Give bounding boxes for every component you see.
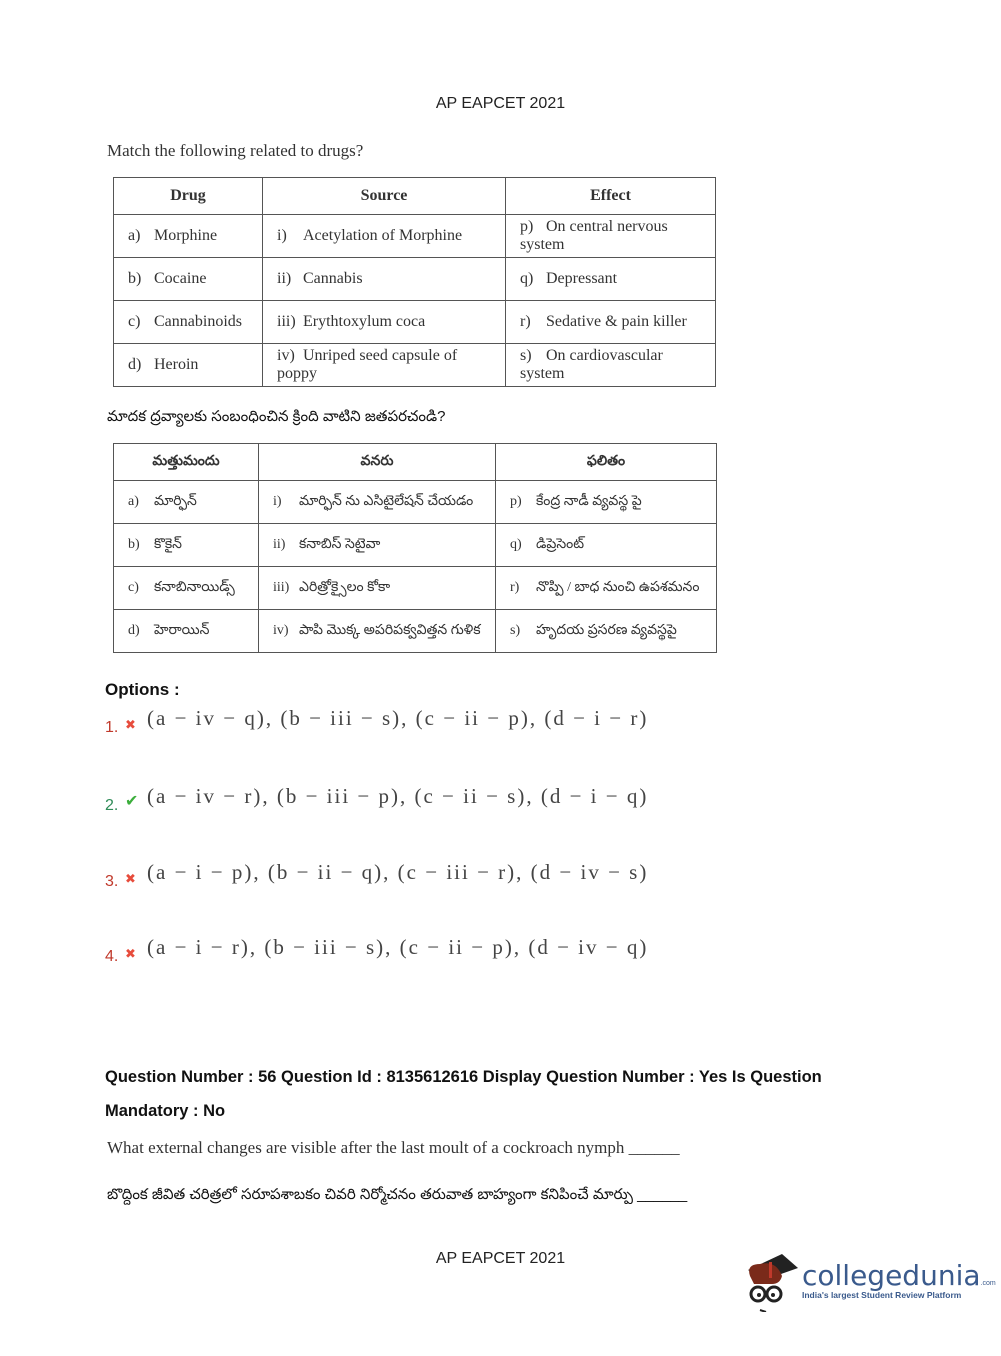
option-number: 4.	[105, 948, 119, 965]
cell: iii) ఎరిత్రోక్సైలం కోకా	[259, 567, 496, 610]
cell: ii) కనాబిస్ సెటైవా	[259, 524, 496, 567]
column-header: ఫలితం	[496, 444, 717, 481]
brand-suffix: .com	[980, 1280, 996, 1287]
column-header: వనరు	[259, 444, 496, 481]
cell: p) కేంద్ర నాడీ వ్యవస్థ పై	[496, 481, 717, 524]
match-table-telugu	[113, 443, 717, 653]
question-text-english: What external changes are visible after the last moult of a cockroach nymph ______	[107, 1138, 680, 1157]
cell: s) హృదయ ప్రసరణ వ్యవస్థపై	[496, 610, 717, 653]
table-row	[114, 610, 717, 653]
option-number: 3.	[105, 873, 119, 890]
option-4[interactable]	[105, 935, 648, 966]
cross-icon: ✖	[125, 871, 136, 886]
cell: i) Acetylation of Morphine	[263, 215, 506, 258]
cell: s) On cardiovascular system	[506, 344, 716, 387]
option-text: (a − i − r), (b − iii − s), (c − ii − p), (d − iv − q)	[147, 935, 649, 959]
cell: ii) Cannabis	[263, 258, 506, 301]
option-number: 1.	[105, 719, 119, 736]
cross-icon: ✖	[125, 717, 136, 732]
table-row	[114, 344, 716, 387]
question-prompt-english: Match the following related to drugs?	[107, 141, 364, 160]
table-header-row	[114, 444, 717, 481]
table-row	[114, 301, 716, 344]
brand-tagline: India's largest Student Review Platform	[802, 1290, 962, 1300]
option-3[interactable]	[105, 860, 648, 891]
cell: q) డిప్రెసెంట్	[496, 524, 717, 567]
question-meta-line: Mandatory : No	[105, 1102, 226, 1120]
table-row	[114, 567, 717, 610]
cell: iv) Unriped seed capsule of poppy	[263, 344, 506, 387]
table-row	[114, 481, 717, 524]
collegedunia-logo	[742, 1250, 996, 1312]
question-prompt-telugu: మాదక ద్రవ్యాలకు సంబంధించిన క్రింది వాటిని జతపరచండి?	[107, 408, 446, 425]
cell: q) Depressant	[506, 258, 716, 301]
cell: i) మార్ఫిన్ ను ఎసిటైలేషన్ చేయడం	[259, 481, 496, 524]
cell: b) కొకైన్	[114, 524, 259, 567]
cell: c) కనాబినాయిడ్స్	[114, 567, 259, 610]
question-meta-line: Question Number : 56 Question Id : 8135612616 Display Question Number : Yes Is Question	[105, 1068, 822, 1086]
cell: r) Sedative & pain killer	[506, 301, 716, 344]
option-1[interactable]	[105, 706, 648, 737]
cell: a) మార్ఫిన్	[114, 481, 259, 524]
cell: d) Heroin	[114, 344, 263, 387]
option-number: 2.	[105, 797, 119, 814]
cell: b) Cocaine	[114, 258, 263, 301]
question-meta	[105, 1060, 905, 1128]
cell: p) On central nervous system	[506, 215, 716, 258]
cross-icon: ✖	[125, 946, 136, 961]
column-header: Drug	[114, 178, 263, 215]
table-row	[114, 258, 716, 301]
mascot-icon	[742, 1250, 800, 1312]
match-table-english	[113, 177, 716, 387]
cell: iii) Erythtoxylum coca	[263, 301, 506, 344]
column-header: Effect	[506, 178, 716, 215]
option-text: (a − i − p), (b − ii − q), (c − iii − r), (d − iv − s)	[147, 860, 649, 884]
cell: r) నొప్పి / బాధ నుంచి ఉపశమనం	[496, 567, 717, 610]
brand-name: collegedunia	[802, 1259, 981, 1292]
column-header: మత్తుమందు	[114, 444, 259, 481]
option-text: (a − iv − r), (b − iii − p), (c − ii − s), (d − i − q)	[147, 784, 649, 808]
table-row	[114, 524, 717, 567]
option-2[interactable]	[105, 784, 648, 815]
options-label: Options :	[105, 680, 180, 699]
option-text: (a − iv − q), (b − iii − s), (c − ii − p), (d − i − r)	[147, 706, 649, 730]
page-footer: AP EAPCET 2021	[435, 1250, 566, 1267]
check-icon: ✔	[125, 793, 139, 810]
question-text-telugu: బొద్దింక జీవిత చరిత్రలో సరూపశాబకం చివరి నిర్మోచనం తరువాత బాహ్యంగా కనిపించే మార్పు ______	[107, 1186, 688, 1203]
table-row	[114, 215, 716, 258]
column-header: Source	[263, 178, 506, 215]
cell: d) హెరాయిన్	[114, 610, 259, 653]
cell: a) Morphine	[114, 215, 263, 258]
cell: c) Cannabinoids	[114, 301, 263, 344]
table-header-row	[114, 178, 716, 215]
cell: iv) పాపి మొక్క అపరిపక్వవిత్తన గుళిక	[259, 610, 496, 653]
page-header: AP EAPCET 2021	[435, 95, 566, 112]
